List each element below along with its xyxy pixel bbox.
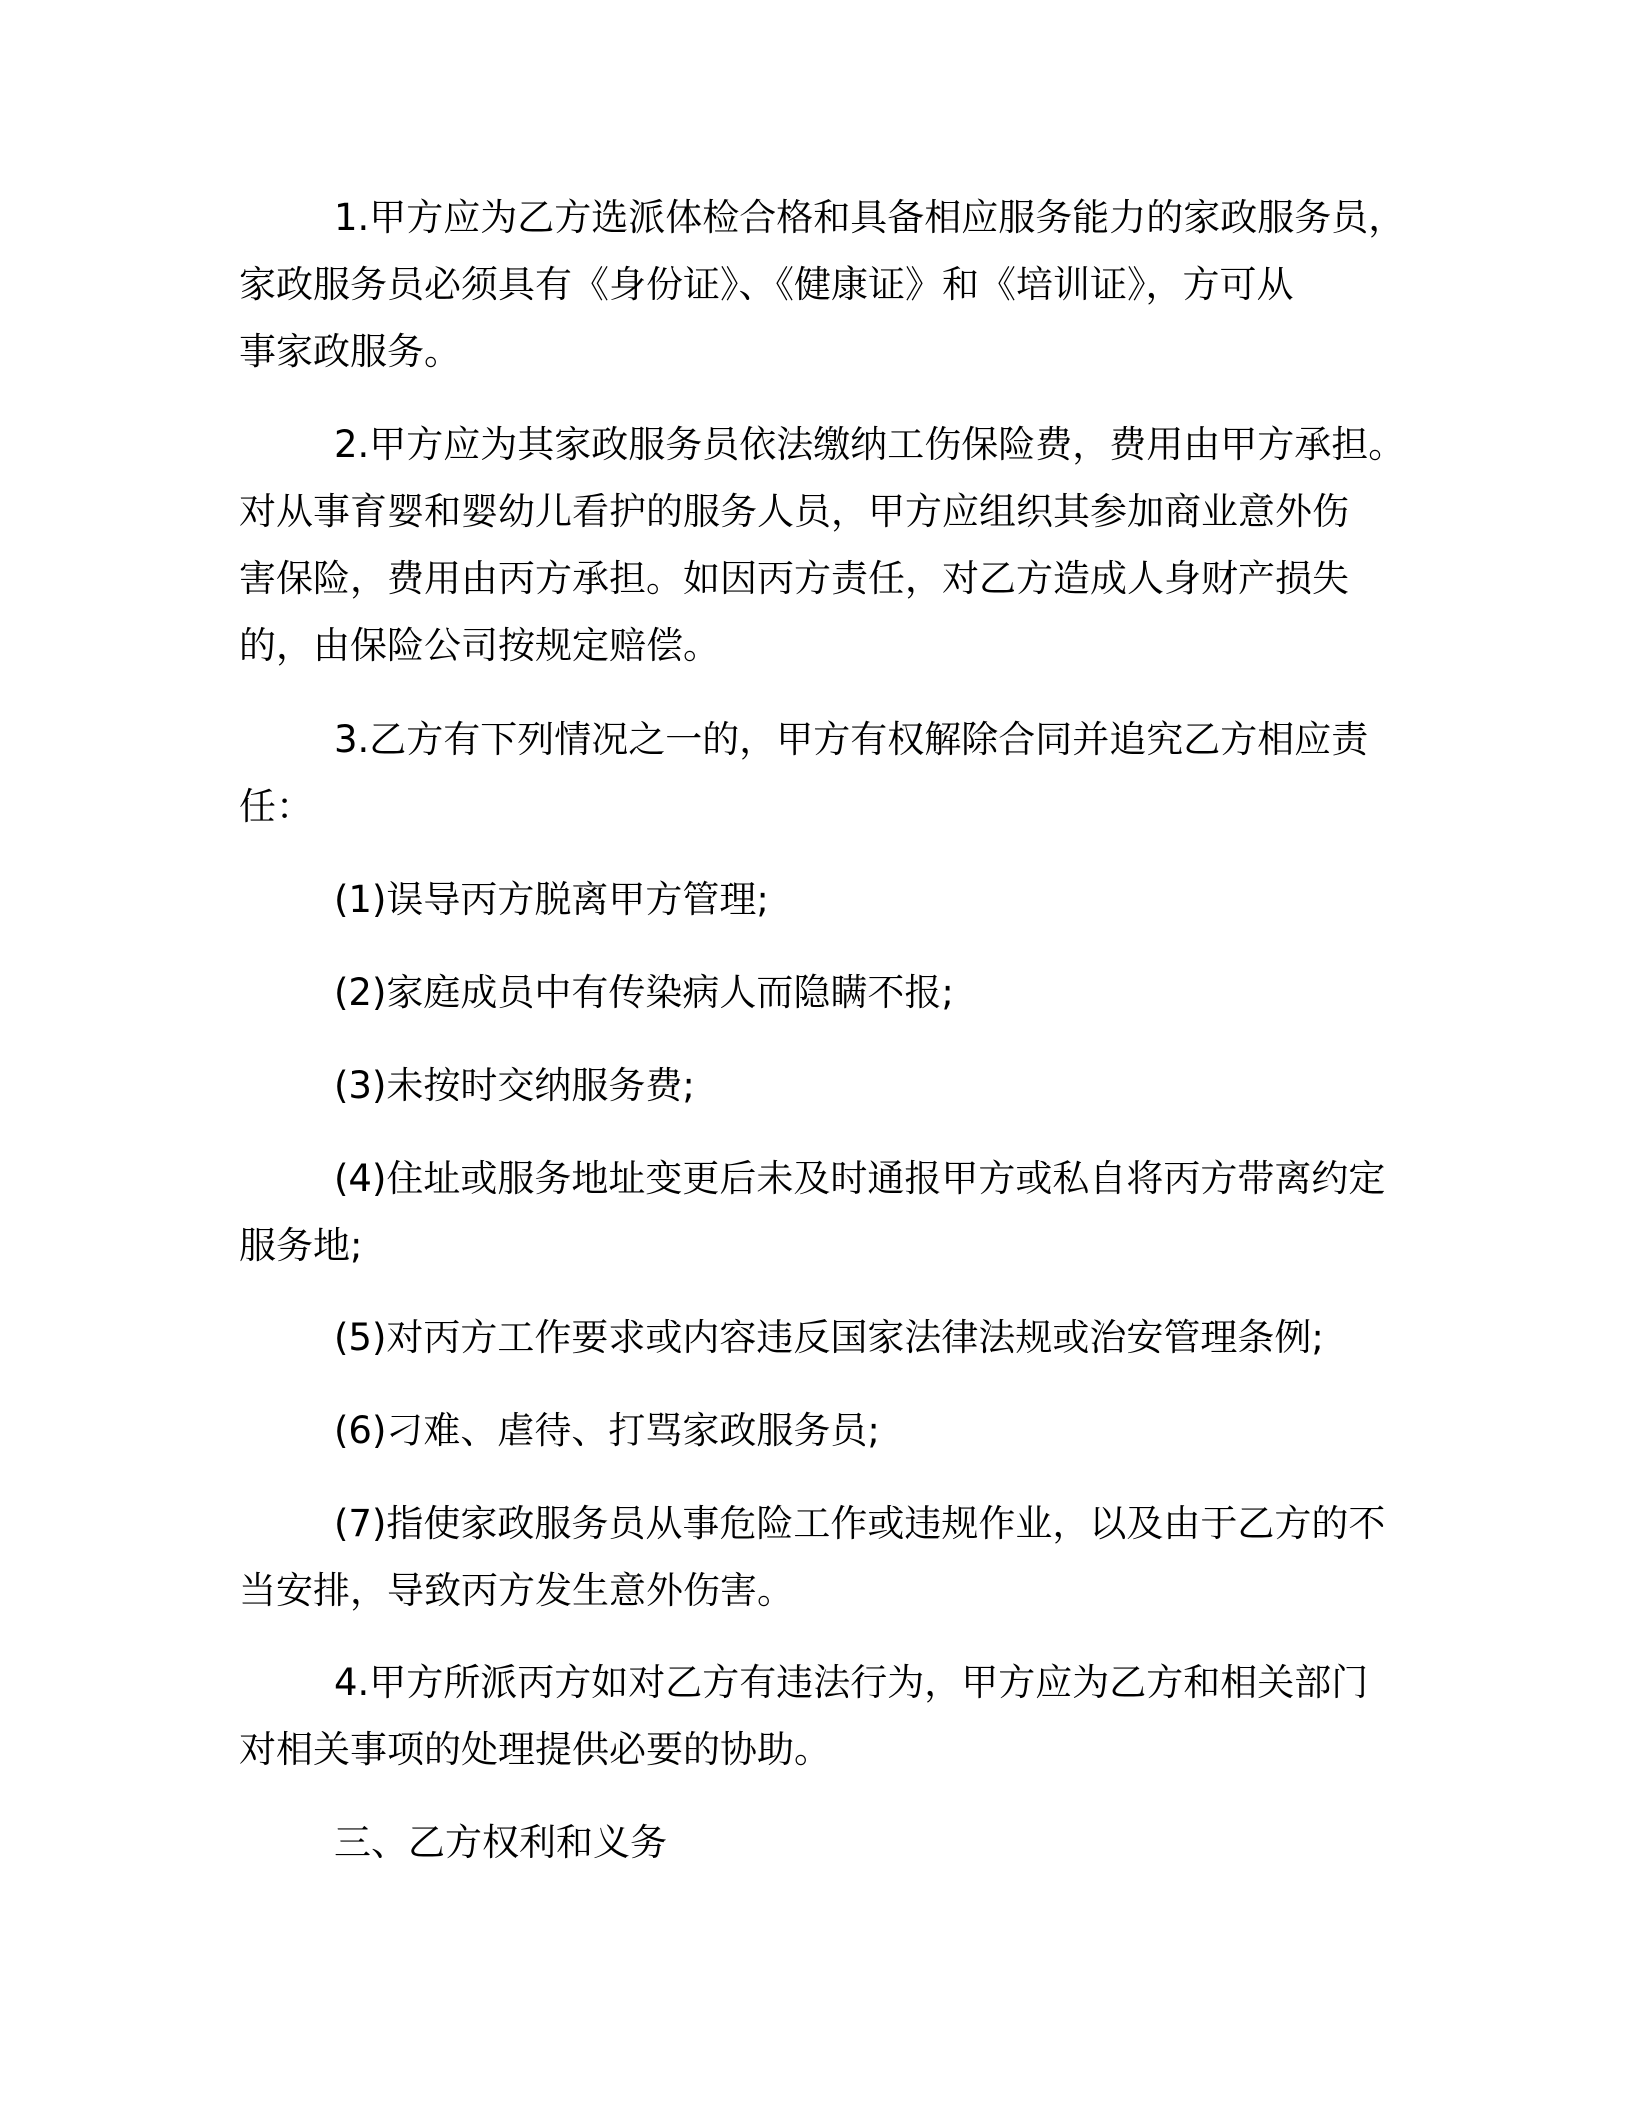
section-heading-text: 三、乙方权利和义务	[334, 1821, 667, 1864]
paragraph-4	[239, 1649, 1394, 1783]
list-item-6	[239, 1397, 1394, 1464]
paragraph-4-line-2: 对相关事项的处理提供必要的协助。	[239, 1728, 831, 1771]
paragraph-2-line-2: 对从事育婴和婴幼儿看护的服务人员，甲方应组织其参加商业意外伤	[239, 490, 1349, 533]
list-item-3-text: (3)未按时交纳服务费;	[334, 1064, 695, 1107]
paragraph-2-line-3: 害保险，费用由丙方承担。如因丙方责任，对乙方造成人身财产损失	[239, 557, 1349, 600]
list-item-1	[239, 866, 1394, 933]
paragraph-3-line-1: 3.乙方有下列情况之一的，甲方有权解除合同并追究乙方相应责	[334, 718, 1369, 761]
list-item-4-line-2: 服务地;	[239, 1224, 363, 1267]
section-heading	[239, 1809, 1394, 1876]
paragraph-2-line-4: 的，由保险公司按规定赔偿。	[239, 624, 720, 667]
list-item-4-line-1: (4)住址或服务地址变更后未及时通报甲方或私自将丙方带离约定	[334, 1157, 1386, 1200]
paragraph-2-line-1: 2.甲方应为其家政服务员依法缴纳工伤保险费，费用由甲方承担。	[334, 423, 1406, 466]
list-item-7-line-2: 当安排，导致丙方发生意外伤害。	[239, 1569, 794, 1612]
paragraph-3	[239, 706, 1394, 840]
list-item-3	[239, 1052, 1394, 1119]
list-item-6-text: (6)刁难、虐待、打骂家政服务员;	[334, 1409, 880, 1452]
paragraph-4-line-1: 4.甲方所派丙方如对乙方有违法行为，甲方应为乙方和相关部门	[334, 1661, 1369, 1704]
paragraph-1-line-3: 事家政服务。	[239, 330, 461, 373]
paragraph-2	[239, 411, 1406, 679]
list-item-4	[239, 1145, 1394, 1279]
paragraph-1	[239, 184, 1406, 385]
list-item-7-line-1: (7)指使家政服务员从事危险工作或违规作业，以及由于乙方的不	[334, 1502, 1386, 1545]
paragraph-3-line-2: 任：	[239, 785, 313, 828]
list-item-2	[239, 959, 1394, 1026]
paragraph-1-line-1: 1.甲方应为乙方选派体检合格和具备相应服务能力的家政服务员，	[334, 196, 1406, 239]
list-item-1-text: (1)误导丙方脱离甲方管理;	[334, 878, 769, 921]
paragraph-1-line-2: 家政服务员必须具有《身份证》、《健康证》和《培训证》，方可从	[239, 263, 1294, 306]
list-item-5	[239, 1304, 1394, 1371]
list-item-7	[239, 1490, 1394, 1624]
list-item-2-text: (2)家庭成员中有传染病人而隐瞒不报;	[334, 971, 954, 1014]
list-item-5-text: (5)对丙方工作要求或内容违反国家法律法规或治安管理条例;	[334, 1316, 1324, 1359]
